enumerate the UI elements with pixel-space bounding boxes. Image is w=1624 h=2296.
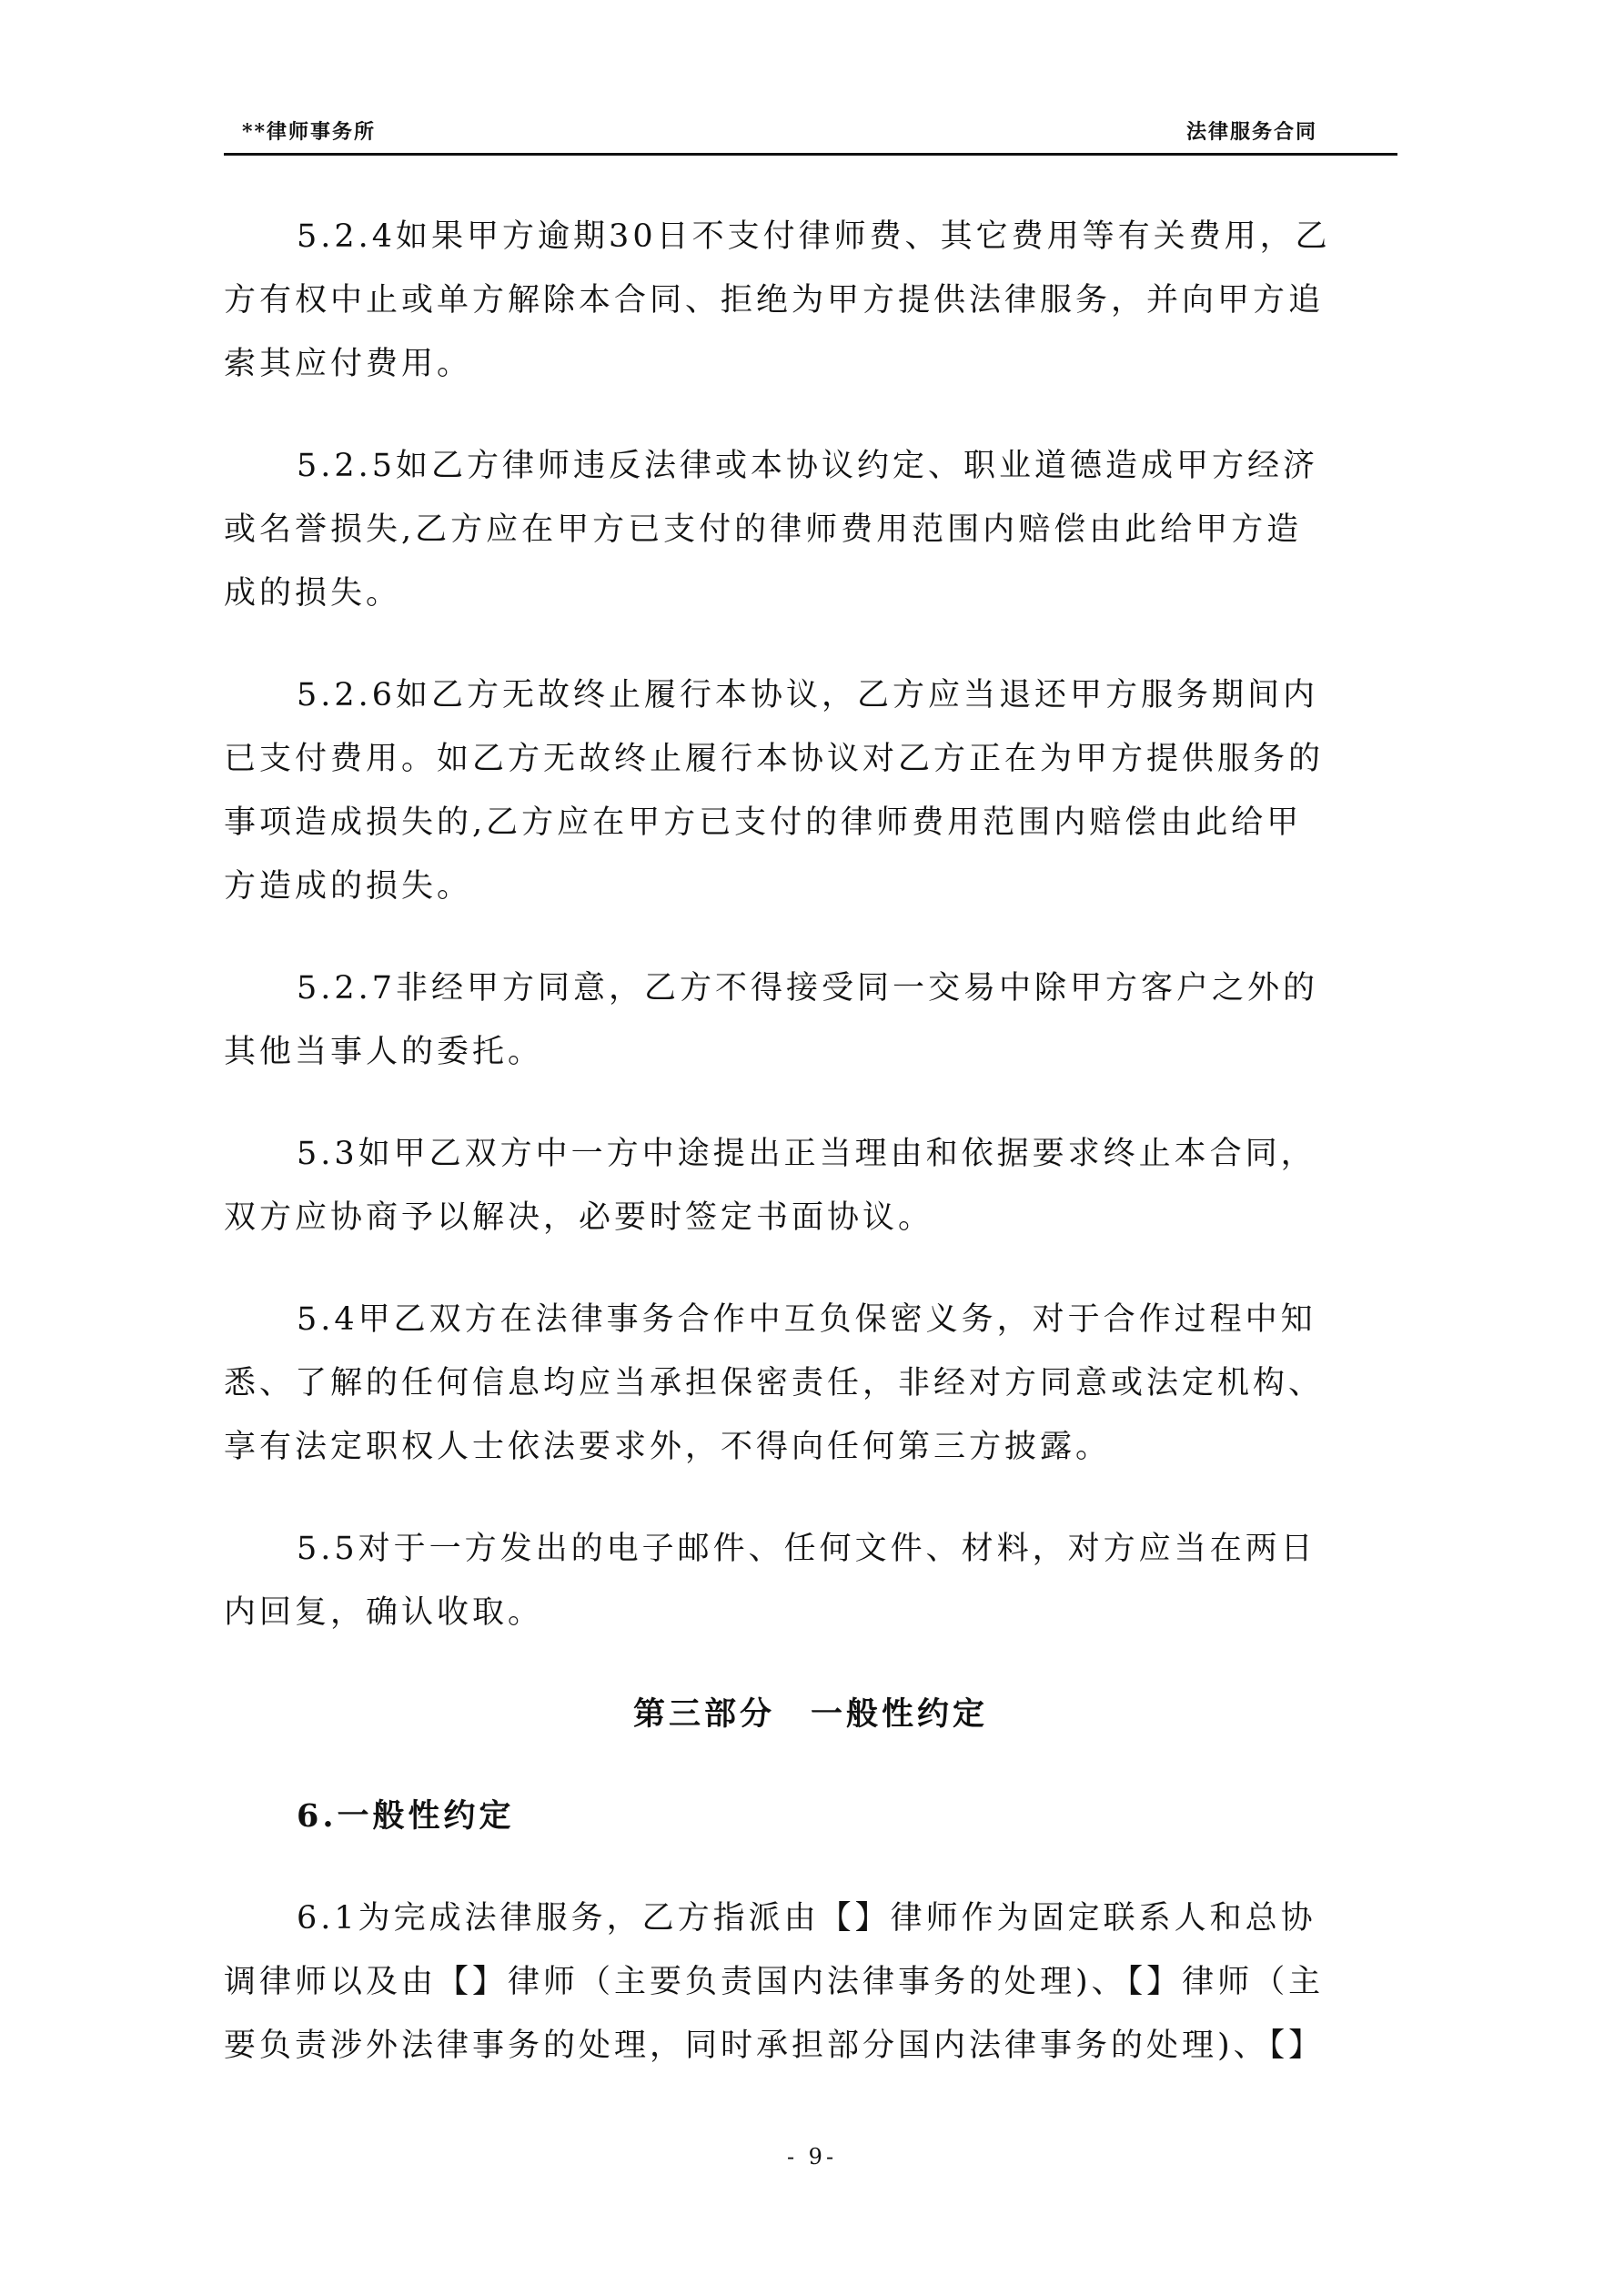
document-title: 法律服务合同 [1185,120,1317,144]
section-heading: 6.一般性约定 [297,1797,515,1835]
clause-5-2-6: 5.2.6如乙方无故终止履行本协议，乙方应当退还甲方服务期间内 已支付费用。如乙方无故终止履行本协议对乙方正在为甲方提供服务的 事项造成损失的,乙方应在甲方已支付的律师费用范围内赔偿由此给甲 方造成的损失。 [224,677,1325,905]
document-body [224,205,1397,2116]
section-title: 第三部分 一般性约定 [632,1695,988,1733]
firm-name: **律师事务所 [242,120,377,144]
clause-5-2-4: 5.2.4如果甲方逾期30日不支付律师费、其它费用等有关费用，乙 方有权中止或单方解除本合同、拒绝为甲方提供法律服务，并向甲方追 索其应付费用。 [224,218,1331,382]
page-header [224,113,1397,156]
clause-5-4: 5.4甲乙双方在法律事务合作中互负保密义务，对于合作过程中知 悉、了解的任何信息均应当承担保密责任，非经对方同意或法定机构、 享有法定职权人士依法要求外，不得向任何第三方披露。 [224,1301,1325,1465]
clause-5-5: 5.5对于一方发出的电子邮件、任何文件、材料，对方应当在两日 内回复，确认收取。 [224,1531,1316,1631]
clause-5-2-5: 5.2.5如乙方律师违反法律或本协议约定、职业道德造成甲方经济 或名誉损失,乙方应在甲方已支付的律师费用范围内赔偿由此给甲方造 成的损失。 [224,448,1319,612]
page-number: - 9- [786,2144,838,2170]
clause-5-3: 5.3如甲乙双方中一方中途提出正当理由和依据要求终止本合同， 双方应协商予以解决，必要时签定书面协议。 [224,1136,1316,1236]
clause-6-1: 6.1为完成法律服务，乙方指派由【】律师作为固定联系人和总协 调律师以及由【】律师（主要负责国内法律事务的处理)、【】律师（主 要负责涉外法律事务的处理，同时承担部分国内法律事务的处理)、【】 [224,1900,1325,2064]
clause-5-2-7: 5.2.7非经甲方同意，乙方不得接受同一交易中除甲方客户之外的 其他当事人的委托。 [224,970,1319,1070]
